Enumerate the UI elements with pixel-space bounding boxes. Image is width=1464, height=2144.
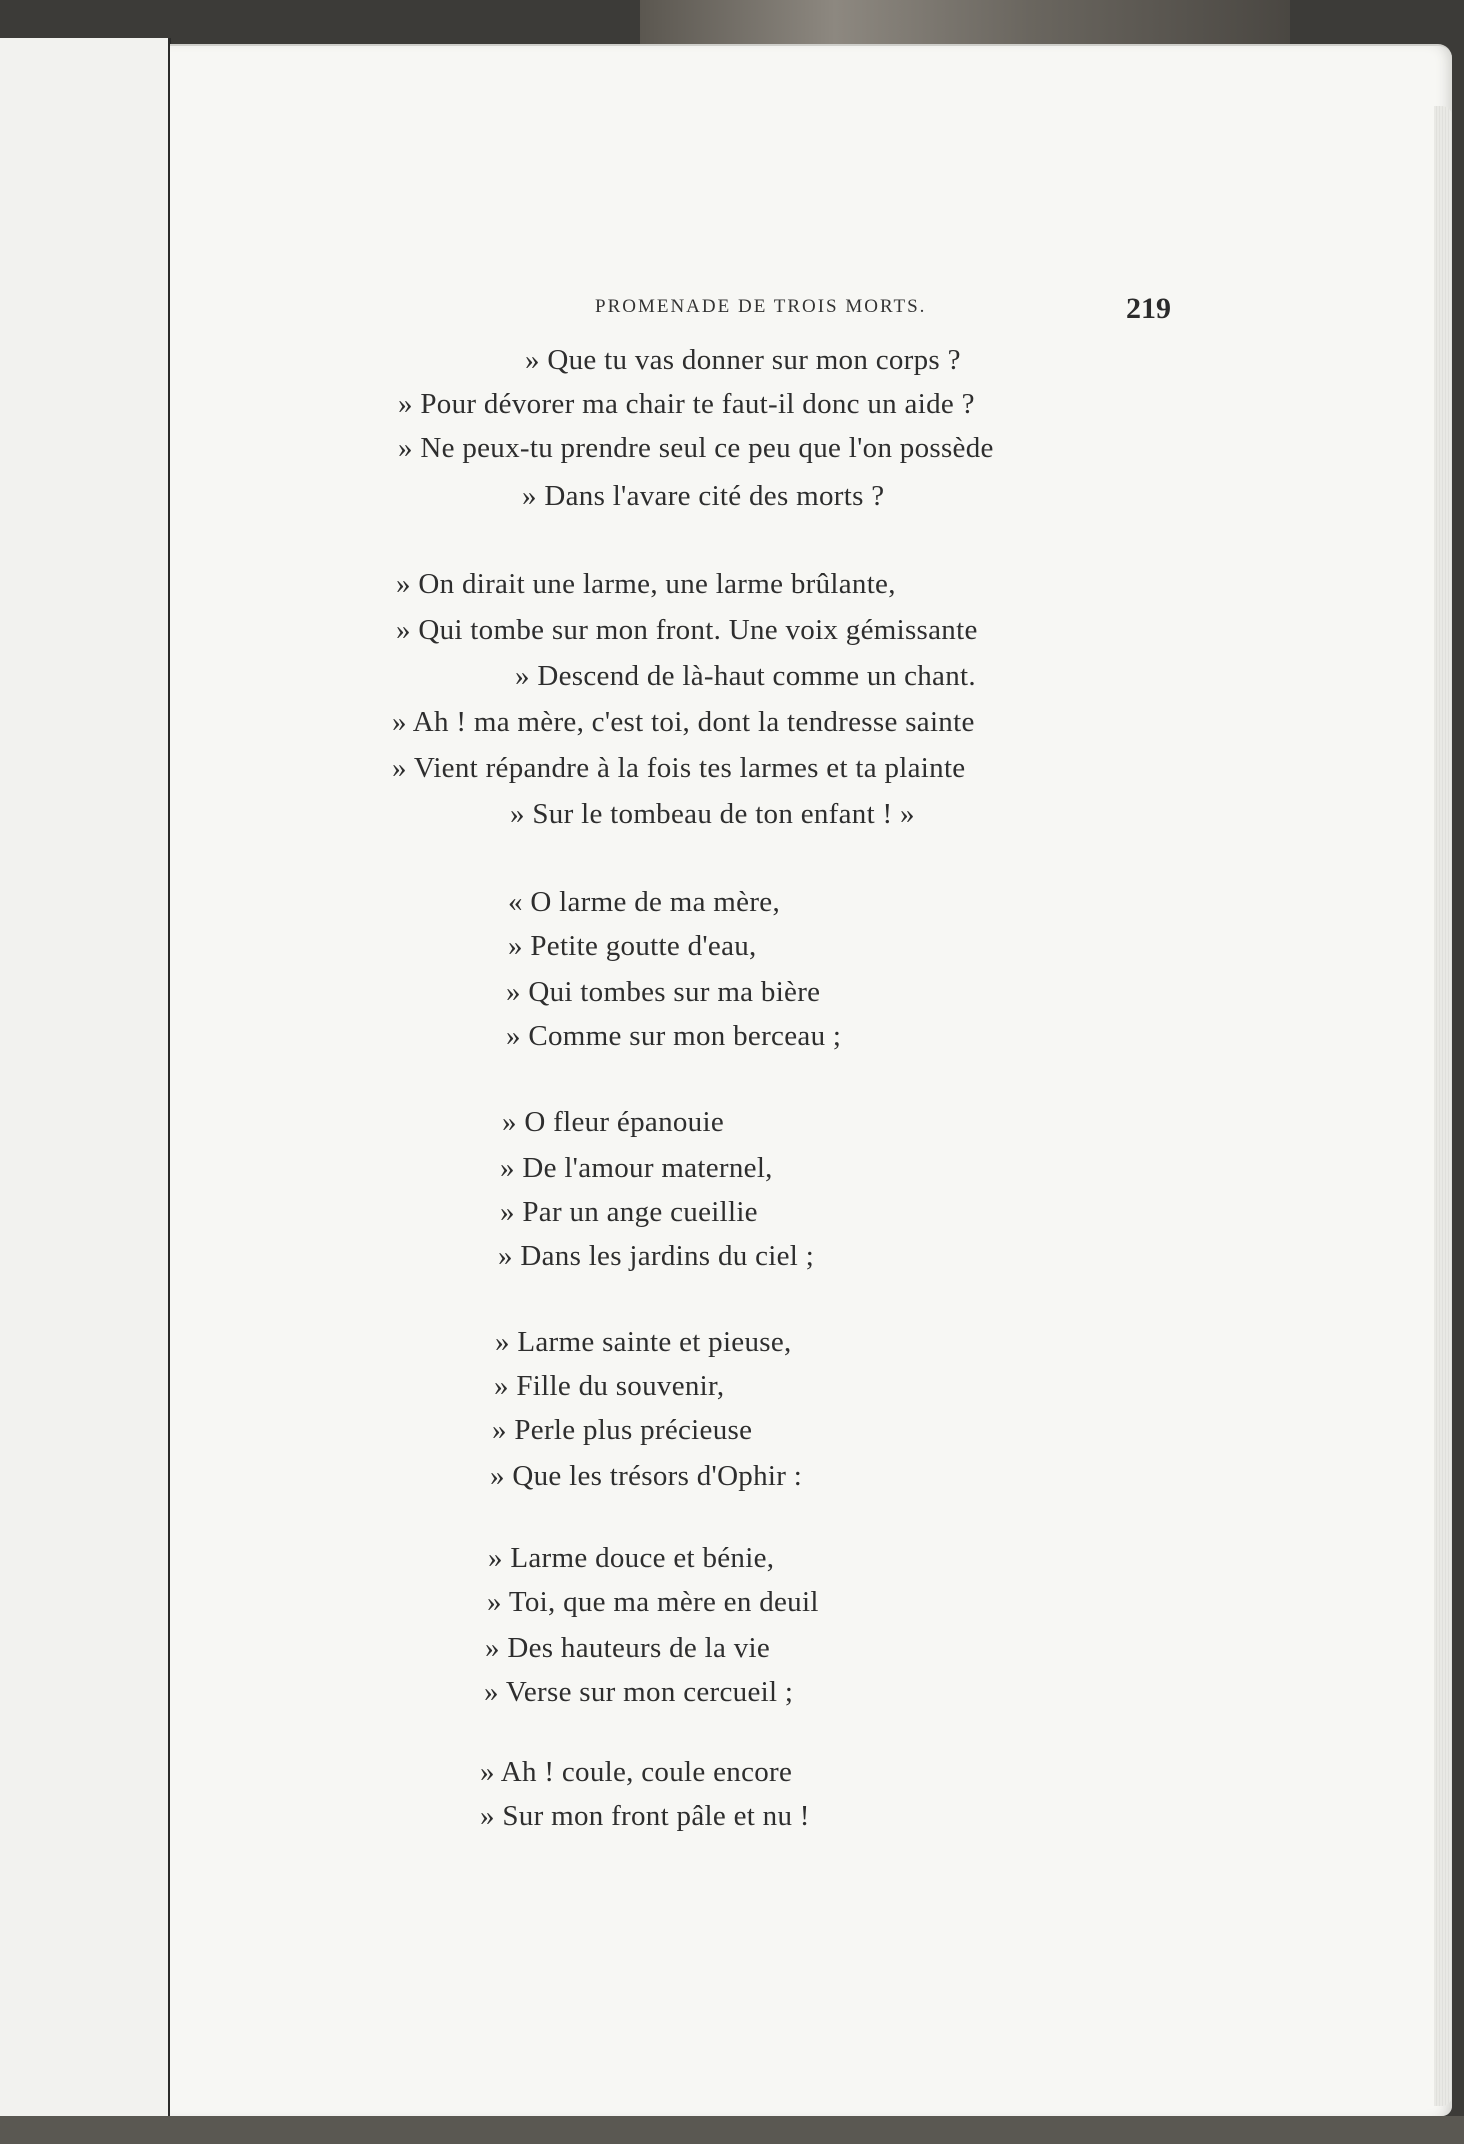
verse-line: » Que les trésors d'Ophir : bbox=[490, 1460, 803, 1492]
verse-line: » Comme sur mon berceau ; bbox=[506, 1020, 842, 1052]
verse-line: » Descend de là-haut comme un chant. bbox=[515, 660, 976, 692]
verse-line: » Petite goutte d'eau, bbox=[508, 930, 757, 962]
verse-line: » Par un ange cueillie bbox=[500, 1196, 758, 1228]
verse-line: » Sur mon front pâle et nu ! bbox=[480, 1800, 810, 1832]
verse-line: » Ne peux-tu prendre seul ce peu que l'on possède bbox=[398, 432, 994, 464]
page-stack-edge bbox=[1434, 106, 1452, 2106]
verse-line: » Larme sainte et pieuse, bbox=[495, 1326, 792, 1358]
verse-line: » De l'amour maternel, bbox=[500, 1152, 773, 1184]
verse-line: » Vient répandre à la fois tes larmes et ta plainte bbox=[392, 752, 966, 784]
verse-line: » Dans les jardins du ciel ; bbox=[498, 1240, 815, 1272]
verse-line: » Sur le tombeau de ton enfant ! » bbox=[510, 798, 915, 830]
page-number: 219 bbox=[1126, 292, 1171, 325]
verse-line: » On dirait une larme, une larme brûlante, bbox=[396, 568, 896, 600]
verse-line: » Pour dévorer ma chair te faut-il donc un aide ? bbox=[398, 388, 975, 420]
verse-line: » Des hauteurs de la vie bbox=[485, 1632, 771, 1664]
left-facing-page bbox=[0, 38, 171, 2118]
verse-line: » Qui tombes sur ma bière bbox=[506, 976, 821, 1008]
verse-line: » Verse sur mon cercueil ; bbox=[484, 1676, 794, 1708]
verse-line: « O larme de ma mère, bbox=[508, 886, 781, 918]
verse-line: » Fille du souvenir, bbox=[494, 1370, 725, 1402]
verse-line: » Ah ! coule, coule encore bbox=[480, 1756, 793, 1788]
running-title: PROMENADE DE TROIS MORTS. bbox=[595, 296, 927, 317]
book-bottom-edge bbox=[0, 2116, 1464, 2144]
verse-line: » Toi, que ma mère en deuil bbox=[487, 1586, 819, 1618]
verse-line: » Larme douce et bénie, bbox=[488, 1542, 775, 1574]
verse-line: » Ah ! ma mère, c'est toi, dont la tendresse sainte bbox=[392, 706, 975, 738]
verse-line: » Perle plus précieuse bbox=[492, 1414, 753, 1446]
verse-line: » Dans l'avare cité des morts ? bbox=[522, 480, 885, 512]
verse-line: » Que tu vas donner sur mon corps ? bbox=[525, 344, 961, 376]
verse-line: » Qui tombe sur mon front. Une voix gémissante bbox=[396, 614, 978, 646]
verse-line: » O fleur épanouie bbox=[502, 1106, 725, 1138]
